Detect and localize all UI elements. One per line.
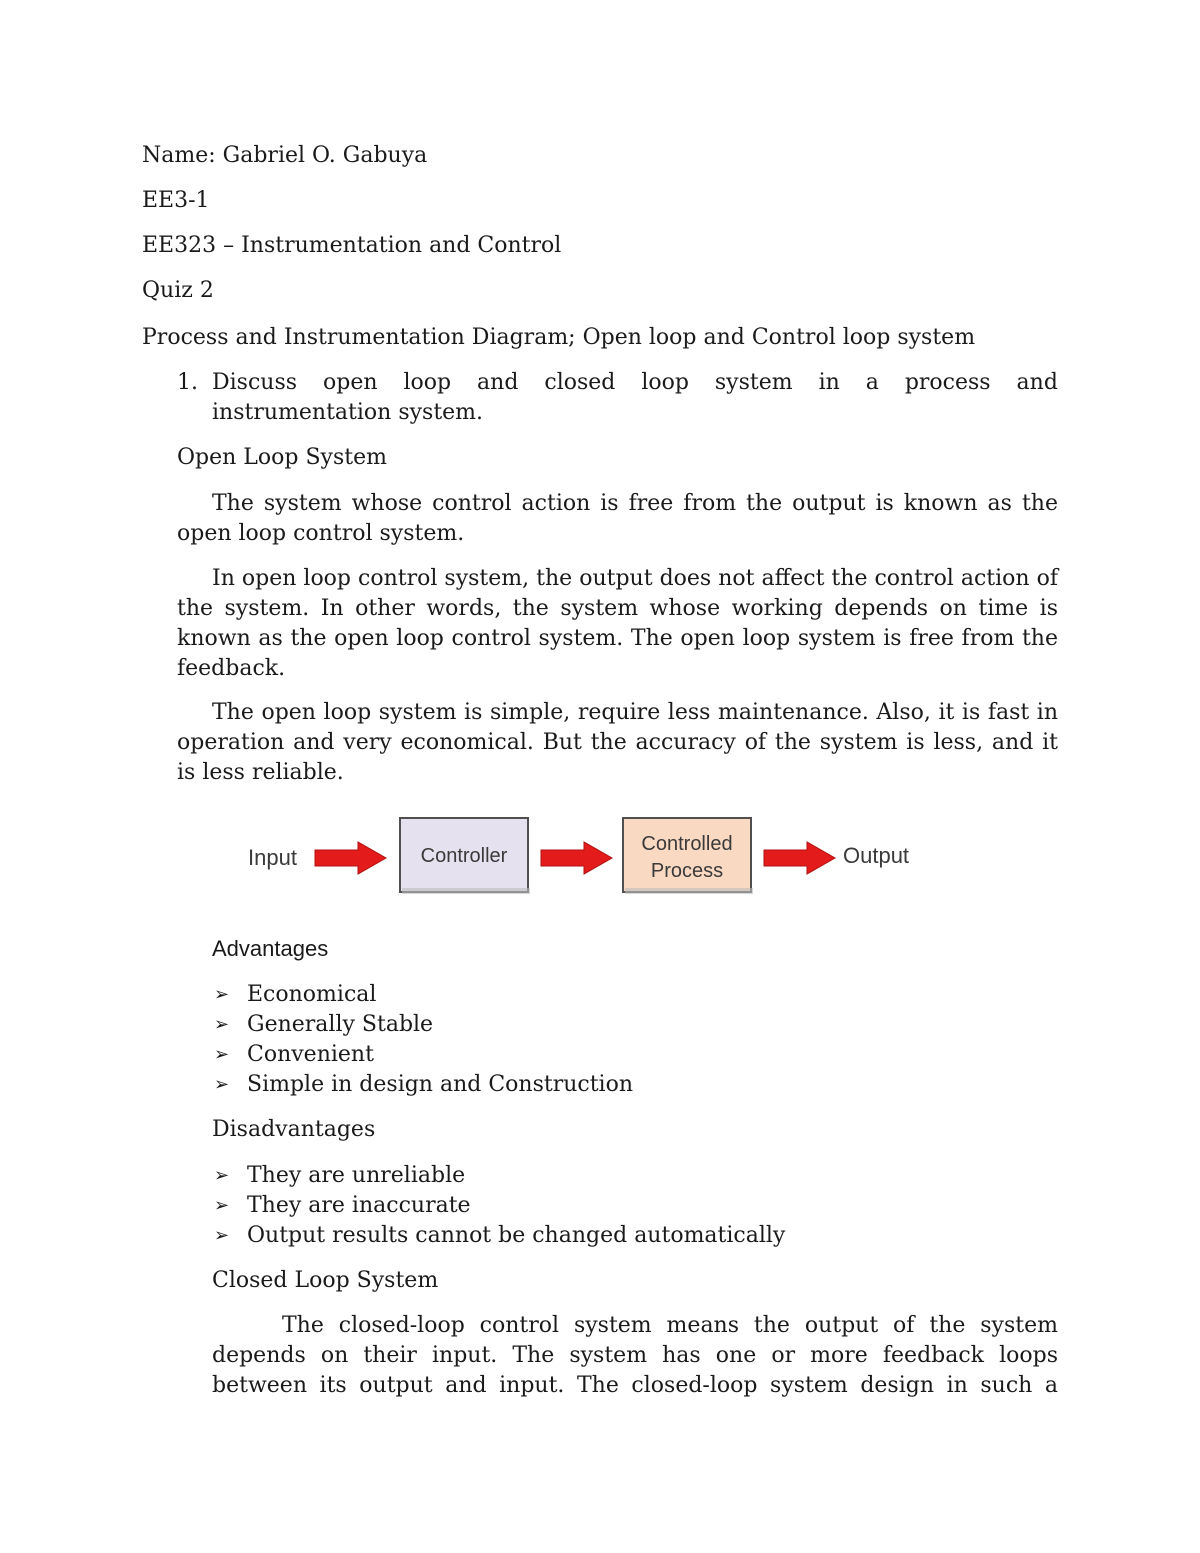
question-word: system (714, 370, 793, 395)
list-item: ➢ Convenient (212, 1040, 633, 1070)
question-line-1 (212, 368, 1058, 398)
question-word: open (323, 370, 378, 395)
course-title: EE323 – Instrumentation and Control (142, 233, 562, 258)
arrow-bullet-icon: ➢ (214, 1044, 230, 1065)
list-item: ➢ They are inaccurate (212, 1191, 785, 1221)
student-name: Name: Gabriel O. Gabuya (142, 143, 428, 168)
question-word: loop (641, 370, 689, 395)
closed-loop-paragraph-1: The closed-loop control system means the output of the system depends on their input. The system has one or more feedback loops between its output and input. The closed-loop system design in such a (212, 1313, 1058, 1398)
arrow-bullet-icon: ➢ (214, 1014, 230, 1035)
diagram-output-label: Output (843, 843, 910, 868)
disadvantages-heading: Disadvantages (212, 1117, 376, 1142)
open-loop-block-diagram (240, 810, 940, 905)
question-word: and (1016, 370, 1058, 395)
arrow-bullet-icon: ➢ (214, 1165, 230, 1186)
open-loop-paragraph-3: The open loop system is simple, require less maintenance. Also, it is fast in operation and very economical. But the accuracy of the system is less, and it is less reliable. (177, 700, 1058, 785)
process-label-line-1: Controlled (641, 833, 733, 855)
open-loop-paragraph-1: The system whose control action is free from the output is known as the open loop control system. (177, 491, 1058, 546)
arrow-controller-to-process (541, 842, 612, 874)
open-loop-heading: Open Loop System (177, 445, 387, 470)
question-word: and (477, 370, 519, 395)
advantages-heading: Advantages (212, 936, 329, 961)
list-item: ➢ Generally Stable (212, 1010, 633, 1040)
question-word: closed (544, 370, 616, 395)
arrow-input-to-controller (315, 842, 386, 874)
question-word: loop (403, 370, 452, 395)
process-label-line-2: Process (650, 860, 724, 882)
question-word: process (904, 370, 991, 395)
question-word: Discuss (212, 370, 298, 395)
arrow-bullet-icon: ➢ (214, 1074, 230, 1095)
open-loop-paragraph-2: In open loop control system, the output does not affect the control action of the system. In other words, the system whose working depends on time is known as the open loop control system. The open loop system is free from the feedback. (177, 566, 1058, 681)
quiz-title: Quiz 2 (142, 278, 214, 303)
list-item: ➢ Economical (212, 980, 633, 1010)
question-number: 1. (177, 370, 198, 395)
question-word: in (818, 370, 840, 395)
list-item: ➢ They are unreliable (212, 1161, 785, 1191)
list-item: ➢ Output results cannot be changed automatically (212, 1221, 785, 1251)
list-item: ➢ Simple in design and Construction (212, 1070, 633, 1100)
advantages-list (212, 980, 633, 1100)
disadvantages-list (212, 1161, 785, 1251)
controller-label: Controller (420, 845, 508, 867)
diagram-input-label: Input (248, 845, 297, 870)
arrow-bullet-icon: ➢ (214, 1225, 230, 1246)
closed-loop-heading: Closed Loop System (212, 1268, 439, 1293)
topic-title: Process and Instrumentation Diagram; Open loop and Control loop system (142, 325, 976, 350)
question-word: a (865, 370, 879, 395)
arrow-process-to-output (764, 842, 835, 874)
arrow-bullet-icon: ➢ (214, 984, 230, 1005)
question-line-2: instrumentation system. (212, 400, 484, 425)
arrow-bullet-icon: ➢ (214, 1195, 230, 1216)
student-section: EE3-1 (142, 188, 210, 213)
